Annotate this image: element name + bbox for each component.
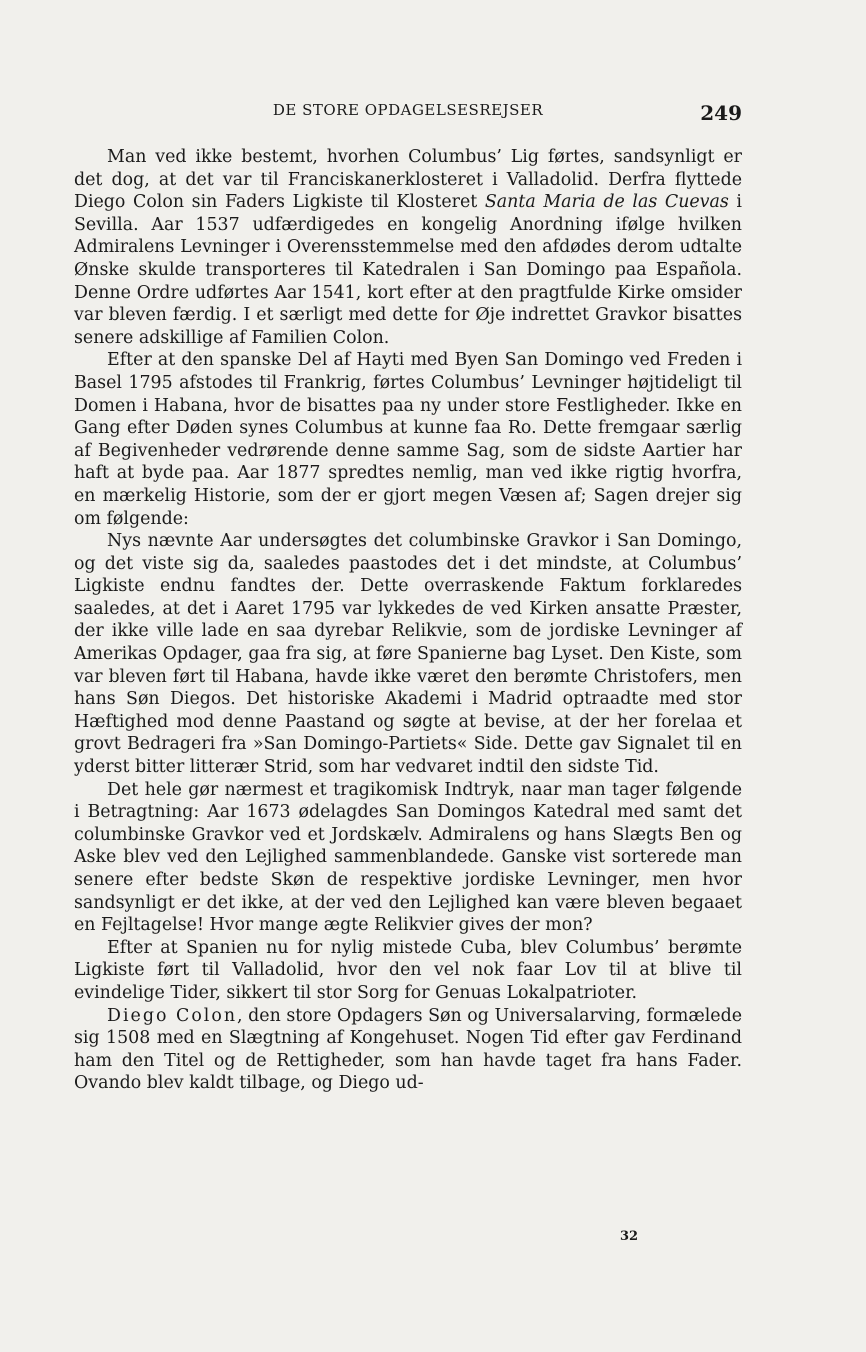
paragraph: Efter at Spanien nu for nylig mistede Cuba, blev Columbus’ berømte Ligkiste ført til Valladolid, hvor den vel nok faar Lov til at blive til evindelige Tider, sikkert til stor Sorg for Genuas Lokalpatrioter. (74, 937, 742, 1003)
paragraph (74, 1005, 742, 1095)
signature-mark: 32 (620, 1229, 639, 1244)
paragraph: Nys nævnte Aar undersøgtes det columbinske Gravkor i San Domingo, og det viste sig da, saaledes paastodes det i det mindste, at Columbus’ Ligkiste endnu fandtes der. Dette overraskende Faktum forklaredes saaledes, at det i Aaret 1795 var lykkedes de ved Kirken ansatte Præster, der ikke ville lade en saa dyrebar Relikvie, som de jordiske Levninger af Amerikas Opdager, gaa fra sig, at føre Spanierne bag Lyset. Den Kiste, som var bleven ført til Habana, havde ikke været den berømte Christofers, men hans Søn Diegos. Det historiske Akademi i Madrid optraadte med stor Hæftighed mod denne Paastand og søgte at bevise, at der her forelaa et grovt Bedrageri fra »San Domingo-Partiets« Side. Dette gav Signalet til en yderst bitter litterær Strid, som har vedvaret indtil den sidste Tid. (74, 531, 742, 778)
page-number: 249 (700, 101, 742, 125)
text-run: i Sevilla. Aar 1537 udfærdigedes en kongelig Anordning ifølge hvilken Admiralens Levninger i Overensstemmelse med den afdødes derom udtalte Ønske skulde transporteres til Katedralen i San Domingo paa Española. Denne Ordre udførtes Aar 1541, kort efter at den pragtfulde Kirke omsider var bleven færdig. I et særligt med dette for Øje indrettet Gravkor bisattes senere adskillige af Familien Colon. (74, 192, 742, 348)
paragraph: Efter at den spanske Del af Hayti med Byen San Domingo ved Freden i Basel 1795 afstodes til Frankrig, førtes Columbus’ Levninger højtideligt til Domen i Habana, hvor de bisattes paa ny under store Festligheder. Ikke en Gang efter Døden synes Columbus at kunne faa Ro. Dette fremgaar særlig af Begivenheder vedrørende denne samme Sag, som de sidste Aartier har haft at byde paa. Aar 1877 spredtes nemlig, man ved ikke rigtig hvorfra, en mærkelig Historie, som der er gjort megen Væsen af; Sagen drejer sig om følgende: (74, 350, 742, 529)
text-run: Man ved ikke bestemt, hvorhen Columbus’ Lig førtes, sandsynligt er det dog, at det var til Franciskanerklosteret i Valladolid. Derfra flyttede Diego Colon sin Faders Ligkiste til Klosteret (74, 147, 742, 213)
paragraph (74, 146, 742, 349)
running-title: DE STORE OPDAGELSESREJSER (272, 101, 544, 119)
page-header (74, 101, 742, 125)
italic-place-name: Santa Maria de las Cuevas (484, 192, 729, 213)
paragraph: Det hele gør nærmest et tragikomisk Indtryk, naar man tager følgende i Betragtning: Aar 1673 ødelagdes San Domingos Katedral med samt det columbinske Gravkor ved et Jordskælv. Admiralens og hans Slægts Ben og Aske blev ved den Lejlighed sammenblandede. Ganske vist sorterede man senere efter bedste Skøn de respektive jordiske Levninger, men hvor sandsynligt er det ikke, at der ved den Lejlighed kan være bleven begaaet en Fejltagelse! Hvor mange ægte Relikvier gives der mon? (74, 779, 742, 936)
text-run: , den store Opdagers Søn og Universalarving, formælede sig 1508 med en Slægtning af Kongehuset. Nogen Tid efter gav Ferdinand ham den Titel og de Rettigheder, som han havde taget fra hans Fader. Ovando blev kaldt tilbage, og Diego ud- (74, 1005, 742, 1094)
body-text (74, 146, 742, 1095)
spaced-name: Diego Colon (107, 1005, 238, 1026)
